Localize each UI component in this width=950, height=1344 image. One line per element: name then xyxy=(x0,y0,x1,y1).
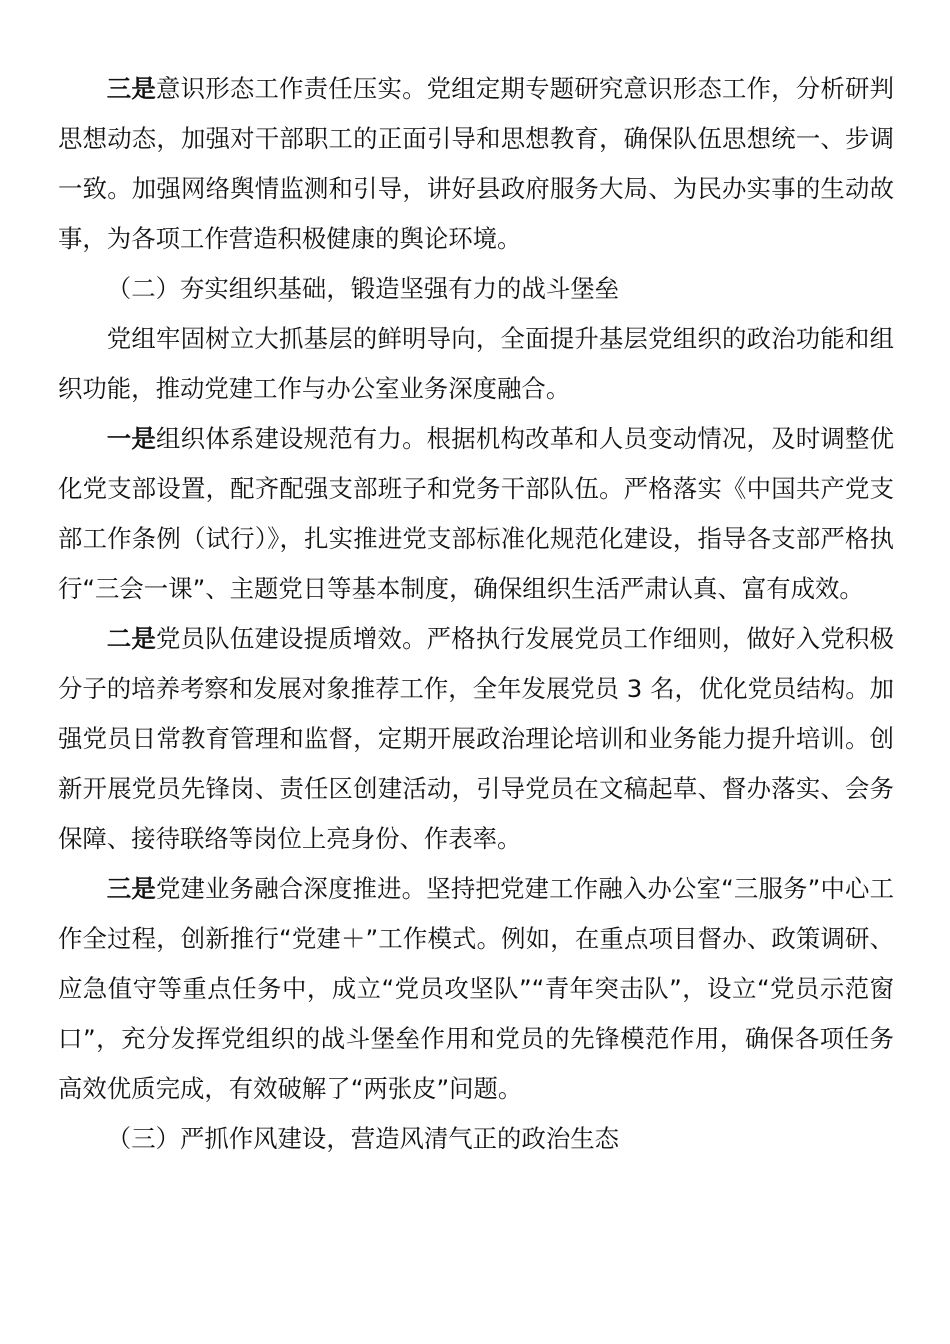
paragraph-section-2-intro: 党组牢固树立大抓基层的鲜明导向，全面提升基层党组织的政治功能和组织功能，推动党建工作与办公室业务深度融合。 xyxy=(58,324,894,403)
paragraph-party-member-team xyxy=(58,614,894,864)
paragraph-party-business-integration xyxy=(58,864,894,1114)
paragraph-lead: 二是 xyxy=(106,624,157,653)
paragraph-organization-system xyxy=(58,414,894,614)
paragraph-lead: 三是 xyxy=(106,874,156,903)
paragraph-text: 党员队伍建设提质增效。严格执行发展党员工作细则，做好入党积极分子的培养考察和发展对象推荐工作，全年发展党员 3 名，优化党员结构。加强党员日常教育管理和监督，定期开展政治理论培训和业务能力提升培训。创新开展党员先锋岗、责任区创建活动，引导党员在文稿起草、督办落实、会务保障、接待联络等岗位上亮身份、作表率。 xyxy=(58,624,894,853)
paragraph-text: 意识形态工作责任压实。党组定期专题研究意识形态工作，分析研判思想动态，加强对干部职工的正面引导和思想教育，确保队伍思想统一、步调一致。加强网络舆情监测和引导，讲好县政府服务大局、为民办实事的生动故事，为各项工作营造积极健康的舆论环境。 xyxy=(58,74,894,253)
paragraph-text: 组织体系建设规范有力。根据机构改革和人员变动情况，及时调整优化党支部设置，配齐配强支部班子和党务干部队伍。严格落实《中国共产党支部工作条例（试行）》，扎实推进党支部标准化规范化建设，指导各支部严格执行“三会一课”、主题党日等基本制度，确保组织生活严肃认真、富有成效。 xyxy=(58,424,894,603)
paragraph-lead: 三是 xyxy=(106,74,157,103)
document-body xyxy=(58,64,894,1164)
paragraph-text: 党建业务融合深度推进。坚持把党建工作融入办公室“三服务”中心工作全过程，创新推行“党建＋”工作模式。例如，在重点项目督办、政策调研、应急值守等重点任务中，成立“党员攻坚队”“青年突击队”，设立“党员示范窗口”，充分发挥党组织的战斗堡垒作用和党员的先锋模范作用，确保各项任务高效优质完成，有效破解了“两张皮”问题。 xyxy=(58,874,894,1103)
paragraph-ideology-responsibility xyxy=(58,64,894,264)
section-heading-2: （二）夯实组织基础，锻造坚强有力的战斗堡垒 xyxy=(106,274,620,303)
section-heading-3: （三）严抓作风建设，营造风清气正的政治生态 xyxy=(106,1124,620,1153)
paragraph-lead: 一是 xyxy=(106,424,157,453)
